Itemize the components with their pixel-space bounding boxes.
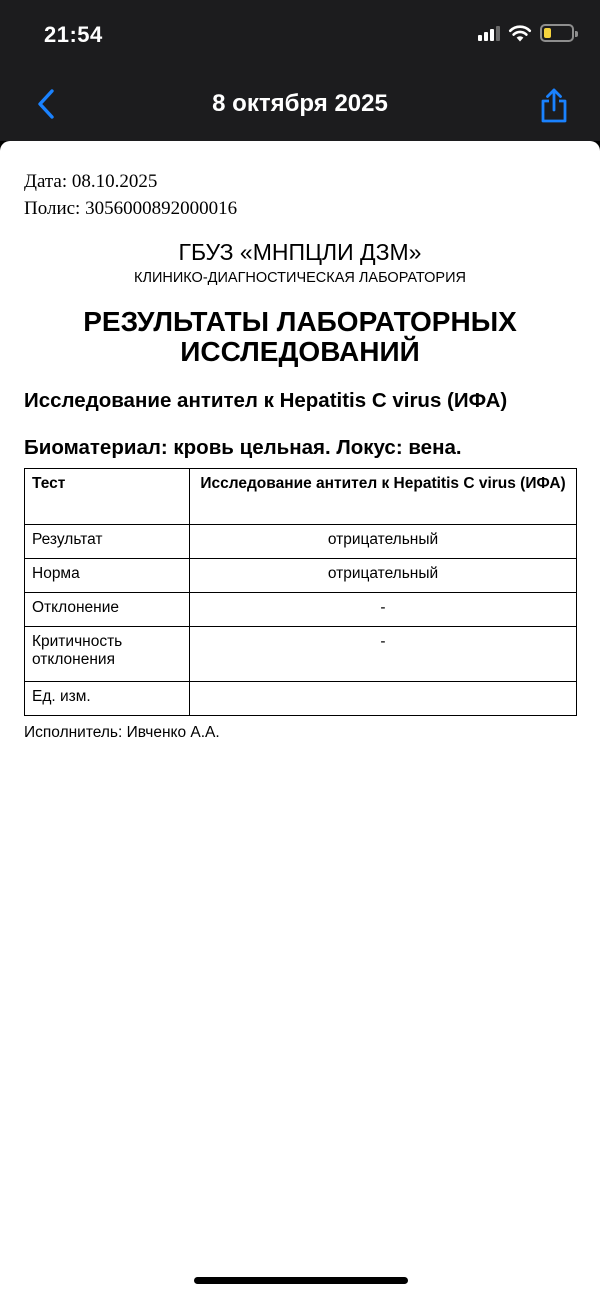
- share-button[interactable]: [534, 84, 574, 128]
- row-label: Ед. изм.: [25, 682, 190, 716]
- wifi-icon: [508, 24, 532, 42]
- table-row: [25, 525, 577, 559]
- nav-title: 8 октября 2025: [212, 90, 388, 117]
- table-row: [25, 627, 577, 682]
- table-row: [25, 559, 577, 593]
- table-row: [25, 593, 577, 627]
- document-meta: [24, 168, 237, 222]
- title-line-1: РЕЗУЛЬТАТЫ ЛАБОРАТОРНЫХ: [83, 306, 517, 337]
- row-label: Результат: [25, 525, 190, 559]
- row-value: [190, 682, 577, 716]
- document-view[interactable]: [0, 141, 600, 1298]
- title-line-2: ИССЛЕДОВАНИЙ: [180, 336, 420, 367]
- document-title: [30, 307, 570, 367]
- home-indicator[interactable]: [194, 1277, 408, 1284]
- results-table: [24, 468, 577, 716]
- row-value: отрицательный: [190, 559, 577, 593]
- row-label: Норма: [25, 559, 190, 593]
- executor-line: Исполнитель: Ивченко А.А.: [24, 724, 220, 741]
- date-line: Дата: 08.10.2025: [24, 171, 158, 192]
- battery-icon: [540, 24, 574, 42]
- biomaterial-line: Биоматериал: кровь цельная. Локус: вена.: [24, 436, 462, 459]
- navigation-bar: [0, 70, 600, 141]
- header-test: Тест: [25, 469, 190, 525]
- header-study: Исследование антител к Hepatitis C virus (ИФА): [190, 469, 577, 525]
- status-time: 21:54: [44, 22, 103, 47]
- table-row: [25, 682, 577, 716]
- cellular-signal-icon: [478, 25, 500, 41]
- organization-subtitle: КЛИНИКО-ДИАГНОСТИЧЕСКАЯ ЛАБОРАТОРИЯ: [134, 270, 466, 286]
- row-label: Критичность отклонения: [25, 627, 190, 682]
- policy-line: Полис: 3056000892000016: [24, 198, 238, 219]
- row-label: Отклонение: [25, 593, 190, 627]
- status-icons: [478, 24, 574, 42]
- row-value: -: [190, 593, 577, 627]
- status-bar: [0, 0, 600, 70]
- share-icon: [539, 88, 569, 124]
- study-name: Исследование антител к Hepatitis C virus (ИФА): [24, 389, 508, 412]
- table-header-row: [25, 469, 577, 525]
- row-value: отрицательный: [190, 525, 577, 559]
- row-value: -: [190, 627, 577, 682]
- organization-name: ГБУЗ «МНПЦЛИ ДЗМ»: [178, 239, 422, 265]
